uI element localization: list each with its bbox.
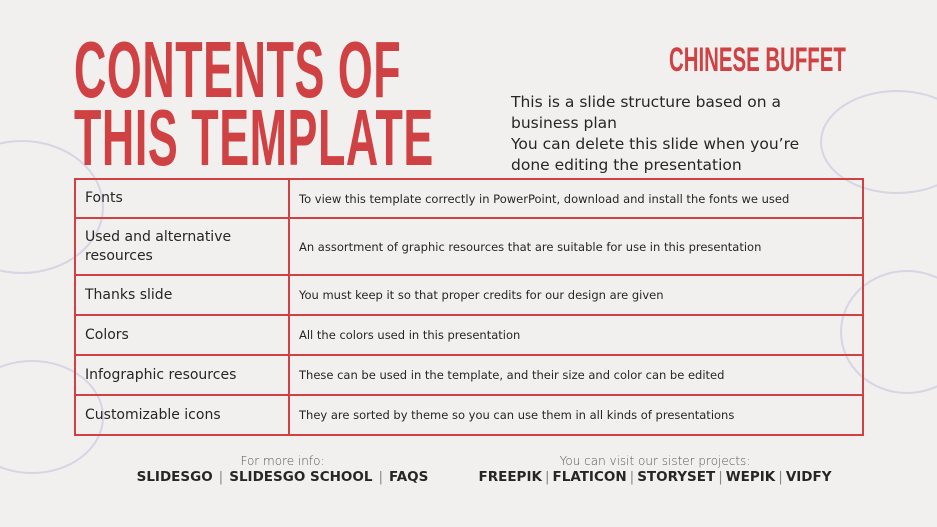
presentation-name: CHINESE BUFFET [669, 41, 846, 79]
footer-label: You can visit our sister projects: [559, 454, 751, 468]
link-flaticon[interactable]: FLATICON [552, 469, 627, 485]
row-value: An assortment of graphic resources that are suitable for use in this presentation [289, 218, 863, 275]
row-key: Colors [75, 315, 289, 355]
table-row [75, 218, 863, 275]
footer-info: For more info: SLIDESGO | SLIDESGO SCHOOL | FAQS [120, 454, 445, 485]
footer-sister-projects: You can visit our sister projects: FREEPIK | FLATICON | STORYSET | WEPIK | VIDFY [465, 454, 845, 485]
row-value: To view this template correctly in PowerPoint, download and install the fonts we used [289, 179, 863, 218]
link-slidesgo-school[interactable]: SLIDESGO SCHOOL [229, 469, 373, 485]
contents-table [74, 178, 864, 436]
link-vidfy[interactable]: VIDFY [785, 469, 832, 485]
row-key: Thanks slide [75, 275, 289, 315]
description-line: You can delete this slide when you’re done editing the presentation [511, 135, 800, 174]
table-row [75, 315, 863, 355]
title-line: THIS TEMPLATE [74, 93, 434, 182]
link-storyset[interactable]: STORYSET [637, 469, 716, 485]
link-faqs[interactable]: FAQS [389, 469, 429, 485]
row-value: You must keep it so that proper credits for our design are given [289, 275, 863, 315]
row-value: All the colors used in this presentation [289, 315, 863, 355]
link-wepik[interactable]: WEPIK [725, 469, 776, 485]
table-row [75, 179, 863, 218]
description [511, 92, 841, 176]
page-title [74, 25, 434, 182]
table-row [75, 395, 863, 435]
link-freepik[interactable]: FREEPIK [478, 469, 542, 485]
row-value: These can be used in the template, and their size and color can be edited [289, 355, 863, 395]
row-key: Customizable icons [75, 395, 289, 435]
row-key: Infographic resources [75, 355, 289, 395]
table-row [75, 275, 863, 315]
row-key: Used and alternative resources [75, 218, 289, 275]
description-line: This is a slide structure based on a business plan [511, 93, 782, 132]
title-line: CONTENTS OF [74, 25, 402, 114]
link-slidesgo[interactable]: SLIDESGO [136, 469, 213, 485]
footer-label: For more info: [240, 454, 325, 468]
row-key: Fonts [75, 179, 289, 218]
table-row [75, 355, 863, 395]
row-value: They are sorted by theme so you can use them in all kinds of presentations [289, 395, 863, 435]
